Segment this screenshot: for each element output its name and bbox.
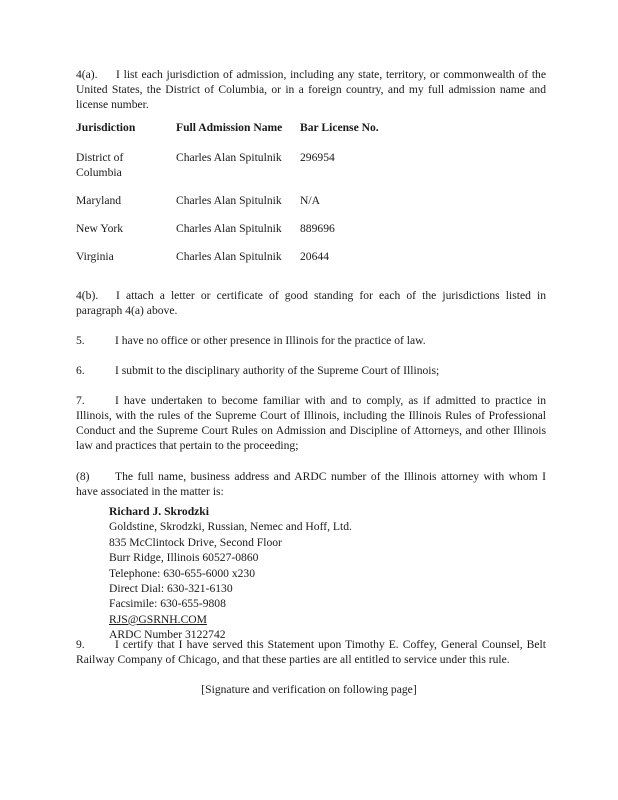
attorney-firm: Goldstine, Skrodzki, Russian, Nemec and Hoff, Ltd. [109,520,352,534]
table-cell-jurisdiction: Virginia [76,250,114,263]
paragraph-number: 4(b). [76,289,99,302]
table-row [74,249,402,277]
paragraph-number: 9. [76,638,85,651]
paragraph-text: I list each jurisdiction of admission, including any state, territory, or commonwealth of the United States, the District of Columbia, or in a foreign country, and my full admission name and license number. [76,68,546,111]
table-cell-jurisdiction: District of Columbia [76,151,124,179]
paragraph-text: I have undertaken to become familiar with and to comply, as if admitted to practice in Illinois, with the rules of the Supreme Court of Illinois, including the Illinois Rules of Professional Conduct and the Supreme Court Rules on Admission and Discipline of Attorneys, and other Illinois law and practices that pertain to the proceeding; [76,394,546,452]
paragraph-4a [76,67,546,112]
paragraph-number: 4(a). [76,68,98,81]
paragraph-6 [76,363,546,378]
paragraph-number: 6. [76,364,85,377]
paragraph-text: I submit to the disciplinary authority of the Supreme Court of Illinois; [115,364,440,377]
table-cell-license: 20644 [300,250,329,263]
column-header-full-admission-name: Full Admission Name [176,121,283,134]
paragraph-number: (8) [76,470,90,483]
paragraph-9 [76,637,546,667]
table-cell-license: 296954 [300,151,335,164]
attorney-address-block [109,504,352,643]
table-row [74,150,402,193]
table-cell-name: Charles Alan Spitulnik [176,222,282,235]
column-header-jurisdiction: Jurisdiction [76,121,136,134]
attorney-direct-dial: Direct Dial: 630-321-6130 [109,582,233,596]
paragraph-4b [76,288,546,318]
table-cell-jurisdiction: Maryland [76,194,122,207]
table-cell-name: Charles Alan Spitulnik [176,194,282,207]
attorney-address-line-1: 835 McClintock Drive, Second Floor [109,535,282,549]
paragraph-text: The full name, business address and ARDC number of the Illinois attorney with whom I have associated in the matter is: [76,470,546,498]
attorney-address-line-2: Burr Ridge, Illinois 60527-0860 [109,551,259,565]
attorney-facsimile: Facsimile: 630-655-9808 [109,597,226,611]
paragraph-7 [76,393,546,453]
signature-note: [Signature and verification on following page] [201,683,417,696]
paragraph-5 [76,333,546,348]
attorney-email-link[interactable]: RJS@GSRNH.COM [109,612,207,626]
table-cell-jurisdiction: New York [76,222,124,235]
paragraph-text: I have no office or other presence in Illinois for the practice of law. [115,334,426,347]
paragraph-number: 5. [76,334,85,347]
attorney-name: Richard J. Skrodzki [109,505,209,518]
paragraph-text: I attach a letter or certificate of good standing for each of the jurisdictions listed in paragraph 4(a) above. [76,289,546,317]
paragraph-8 [76,469,546,499]
attorney-telephone: Telephone: 630-655-6000 x230 [109,566,256,580]
table-row [74,221,402,249]
table-cell-license: N/A [300,194,320,207]
paragraph-number: 7. [76,394,85,407]
column-header-bar-license-no: Bar License No. [300,121,379,134]
table-cell-name: Charles Alan Spitulnik [176,151,282,164]
paragraph-text: I certify that I have served this Statement upon Timothy E. Coffey, General Counsel, Belt Railway Company of Chicago, and that these parties are all entitled to service under this rule. [76,638,546,666]
table-cell-license: 889696 [300,222,335,235]
jurisdiction-table [74,120,402,277]
table-cell-name: Charles Alan Spitulnik [176,250,282,263]
attorney-ardc-number: ARDC Number 3122742 [109,628,226,642]
table-row [74,193,402,221]
table-header-row [74,120,402,150]
